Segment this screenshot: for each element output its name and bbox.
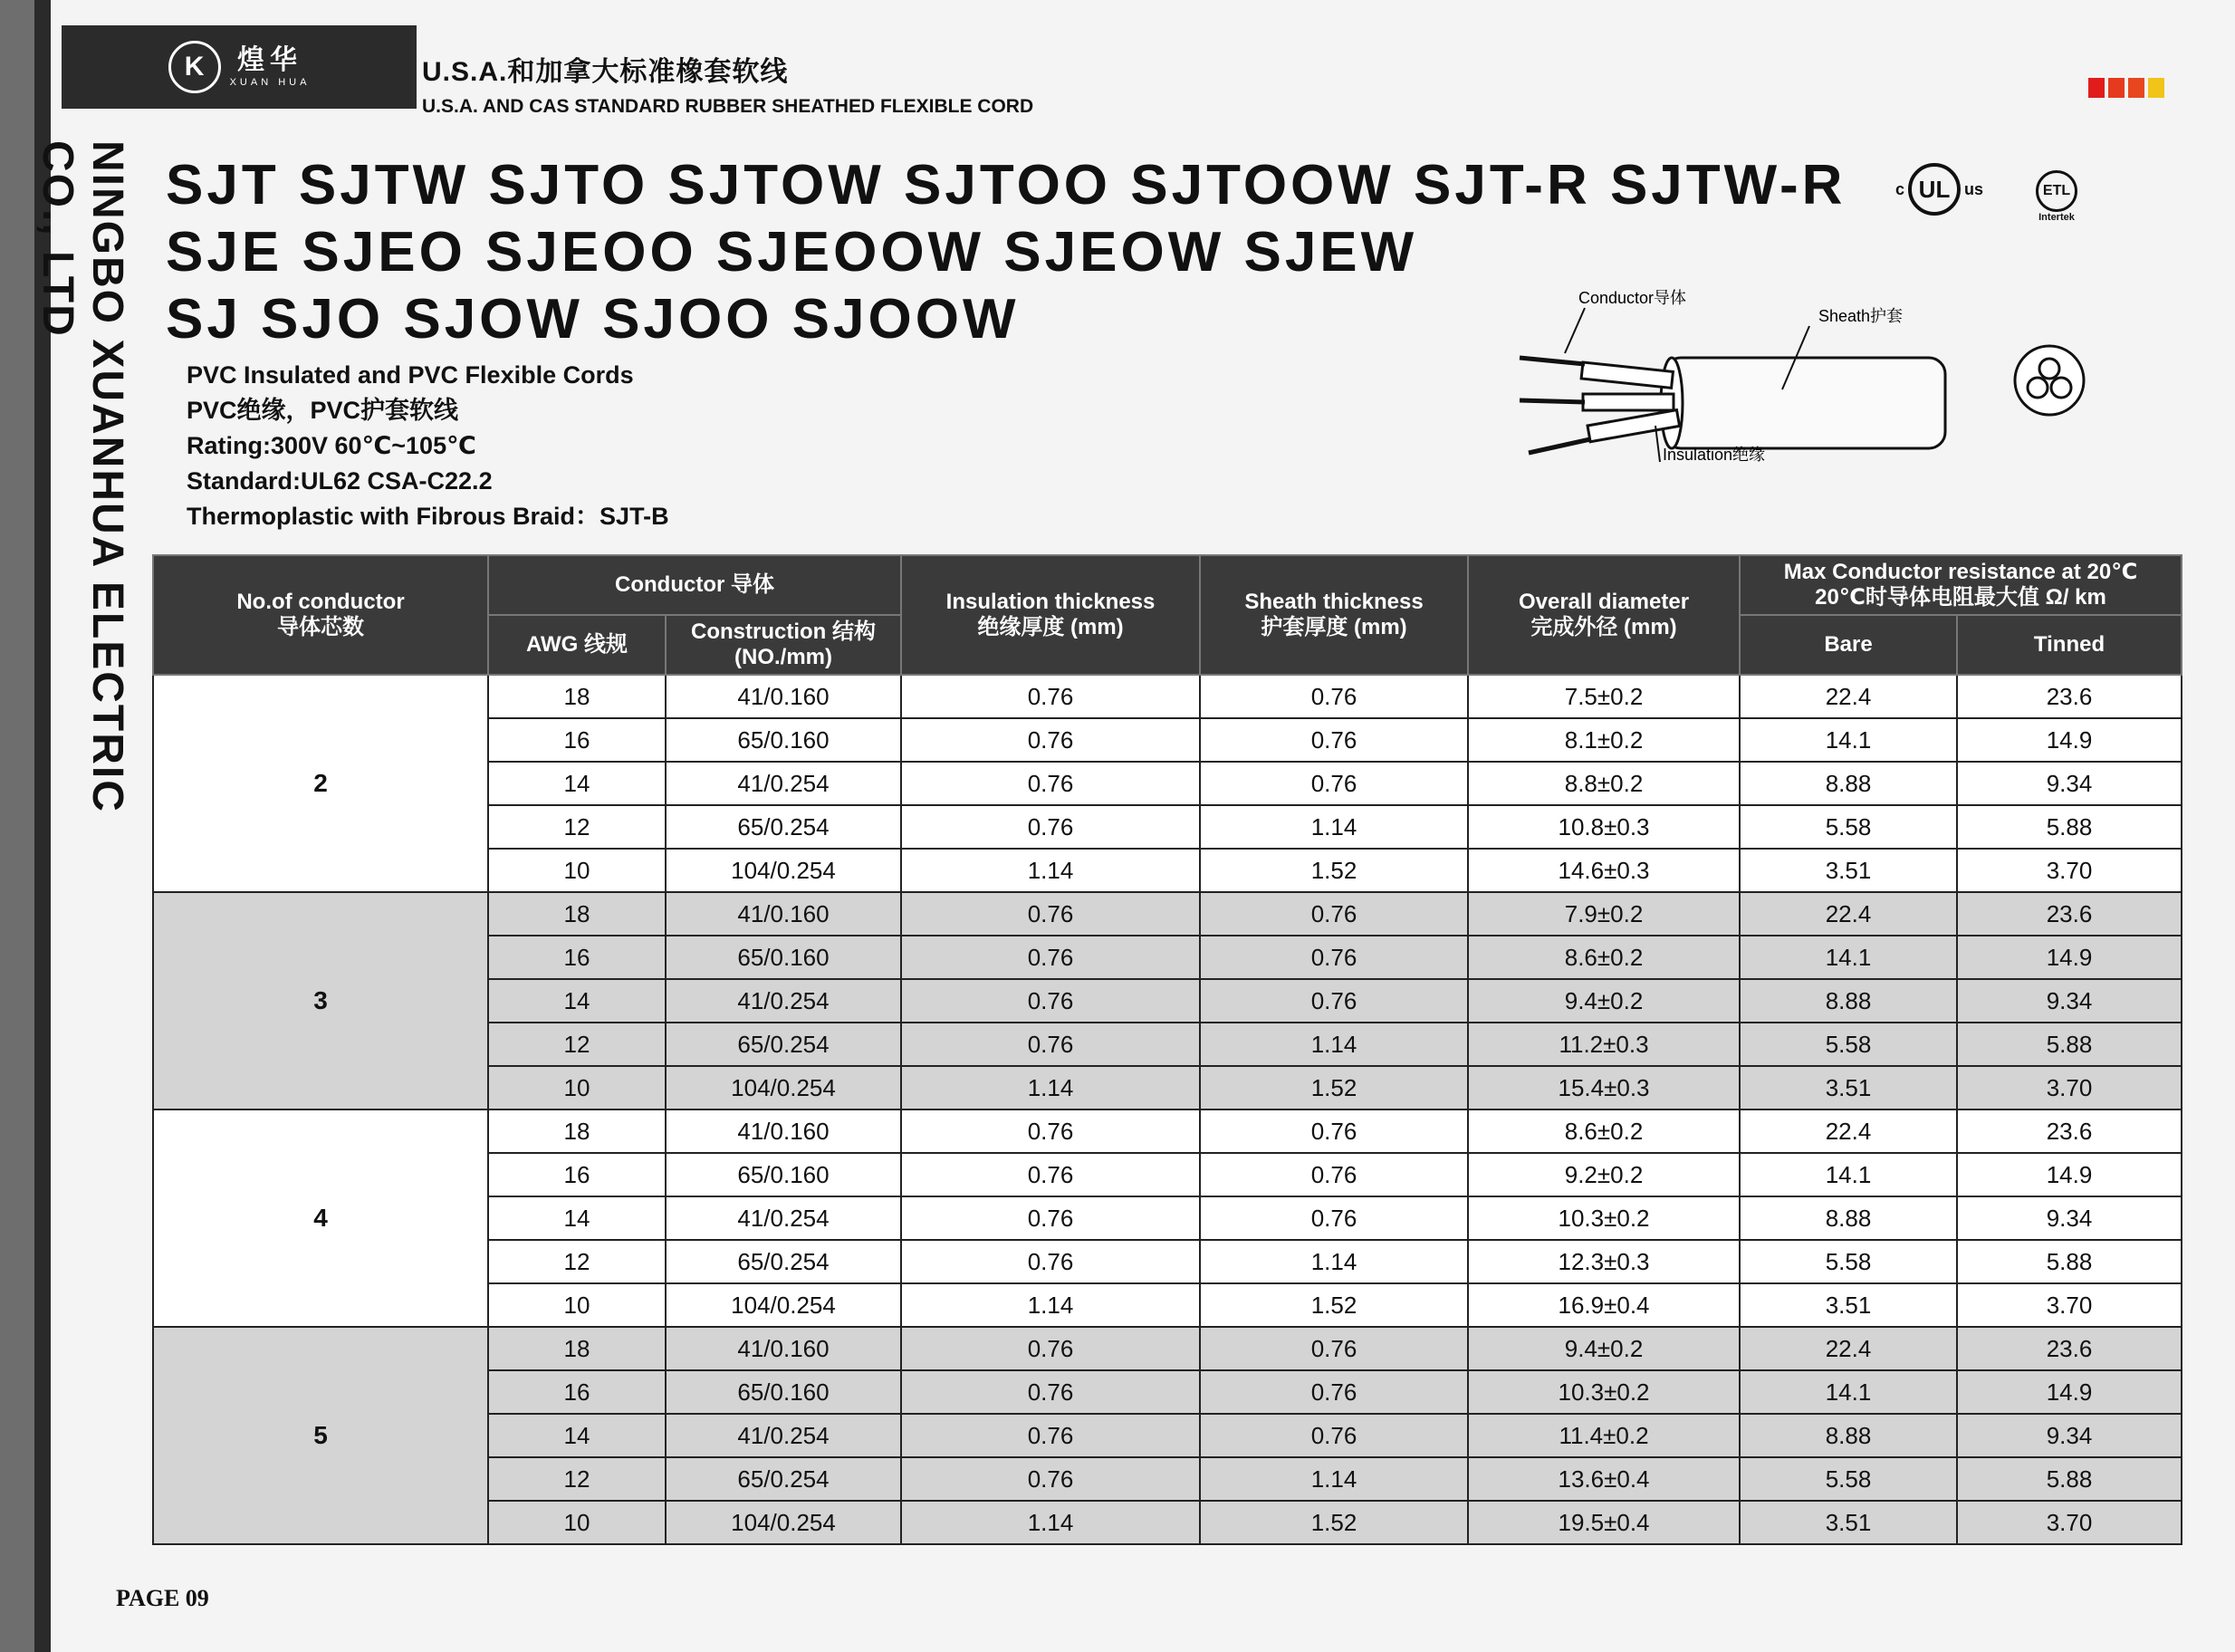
awg-cell: 18 <box>488 675 666 718</box>
header-no-conductor: No.of conductor 导体芯数 <box>153 555 488 675</box>
construction-cell: 65/0.160 <box>666 718 901 762</box>
cable-illustration <box>1520 308 1945 462</box>
tinned-resistance-cell: 23.6 <box>1957 892 2182 936</box>
construction-cell: 41/0.254 <box>666 762 901 805</box>
awg-cell: 18 <box>488 1109 666 1153</box>
sheath-cell: 0.76 <box>1200 1196 1468 1240</box>
header-awg: AWG 线规 <box>488 615 666 675</box>
insulation-cell: 0.76 <box>901 1023 1200 1066</box>
bare-resistance-cell: 5.58 <box>1740 1457 1957 1501</box>
bare-resistance-cell: 22.4 <box>1740 1109 1957 1153</box>
table-row <box>153 675 2182 718</box>
tinned-resistance-cell: 5.88 <box>1957 1023 2182 1066</box>
overall-diameter-cell: 8.6±0.2 <box>1468 936 1740 979</box>
spec-list <box>187 358 669 534</box>
insulation-cell: 1.14 <box>901 1066 1200 1109</box>
awg-cell: 10 <box>488 1066 666 1109</box>
logo-cn-text: 煌华 <box>237 44 302 75</box>
awg-cell: 12 <box>488 1457 666 1501</box>
header-logo-bar <box>62 25 417 109</box>
awg-cell: 18 <box>488 892 666 936</box>
overall-diameter-cell: 8.1±0.2 <box>1468 718 1740 762</box>
insulation-cell: 0.76 <box>901 1327 1200 1370</box>
conductor-count-cell: 5 <box>153 1327 488 1544</box>
insulation-cell: 0.76 <box>901 979 1200 1023</box>
construction-cell: 104/0.254 <box>666 1283 901 1327</box>
overall-diameter-cell: 13.6±0.4 <box>1468 1457 1740 1501</box>
overall-diameter-cell: 7.9±0.2 <box>1468 892 1740 936</box>
construction-cell: 104/0.254 <box>666 1066 901 1109</box>
table-header <box>153 555 2182 675</box>
sheath-cell: 0.76 <box>1200 979 1468 1023</box>
spec-line: PVC Insulated and PVC Flexible Cords <box>187 361 634 389</box>
awg-cell: 10 <box>488 1501 666 1544</box>
spec-line: Rating:300V 60℃~105℃ <box>187 432 476 459</box>
bare-resistance-cell: 3.51 <box>1740 1501 1957 1544</box>
sheath-cell: 0.76 <box>1200 675 1468 718</box>
overall-diameter-cell: 10.8±0.3 <box>1468 805 1740 849</box>
sheath-cell: 0.76 <box>1200 1370 1468 1414</box>
construction-cell: 65/0.254 <box>666 1457 901 1501</box>
bare-resistance-cell: 22.4 <box>1740 892 1957 936</box>
bare-resistance-cell: 14.1 <box>1740 936 1957 979</box>
insulation-cell: 0.76 <box>901 1457 1200 1501</box>
insulation-cell: 0.76 <box>901 718 1200 762</box>
tinned-resistance-cell: 5.88 <box>1957 805 2182 849</box>
overall-diameter-cell: 11.4±0.2 <box>1468 1414 1740 1457</box>
insulation-cell: 1.14 <box>901 1501 1200 1544</box>
construction-cell: 41/0.160 <box>666 675 901 718</box>
sheath-cell: 0.76 <box>1200 1109 1468 1153</box>
bare-resistance-cell: 8.88 <box>1740 1414 1957 1457</box>
tinned-resistance-cell: 9.34 <box>1957 1414 2182 1457</box>
model-line: SJ SJO SJOW SJOO SJOOW <box>166 288 1020 351</box>
bare-resistance-cell: 8.88 <box>1740 762 1957 805</box>
header-resistance: Max Conductor resistance at 20℃ 20℃时导体电阻最大值 Ω/ km <box>1740 555 2182 615</box>
catalog-page <box>34 0 2235 1652</box>
sheath-cell: 0.76 <box>1200 1327 1468 1370</box>
page-title-en: U.S.A. AND CAS STANDARD RUBBER SHEATHED FLEXIBLE CORD <box>422 96 1034 117</box>
tinned-resistance-cell: 3.70 <box>1957 849 2182 892</box>
sheath-cell: 1.14 <box>1200 1240 1468 1283</box>
sheath-cell: 1.52 <box>1200 1066 1468 1109</box>
overall-diameter-cell: 9.2±0.2 <box>1468 1153 1740 1196</box>
overall-diameter-cell: 11.2±0.3 <box>1468 1023 1740 1066</box>
awg-cell: 16 <box>488 718 666 762</box>
construction-cell: 65/0.160 <box>666 1370 901 1414</box>
table-row <box>153 1327 2182 1370</box>
awg-cell: 14 <box>488 1196 666 1240</box>
table-row <box>153 892 2182 936</box>
construction-cell: 41/0.160 <box>666 1327 901 1370</box>
insulation-cell: 0.76 <box>901 1414 1200 1457</box>
accent-square <box>2088 78 2105 98</box>
construction-cell: 65/0.254 <box>666 1240 901 1283</box>
insulation-cell: 0.76 <box>901 675 1200 718</box>
tinned-resistance-cell: 23.6 <box>1957 1109 2182 1153</box>
construction-cell: 41/0.160 <box>666 892 901 936</box>
overall-diameter-cell: 8.6±0.2 <box>1468 1109 1740 1153</box>
conductor-count-cell: 4 <box>153 1109 488 1327</box>
construction-cell: 41/0.160 <box>666 1109 901 1153</box>
diagram-label-conductor: Conductor导体 <box>1578 289 1687 307</box>
tinned-resistance-cell: 5.88 <box>1957 1457 2182 1501</box>
spec-line: Thermoplastic with Fibrous Braid：SJT-B <box>187 503 669 530</box>
awg-cell: 14 <box>488 979 666 1023</box>
accent-squares <box>2088 78 2164 98</box>
construction-cell: 65/0.160 <box>666 936 901 979</box>
sheath-cell: 1.14 <box>1200 805 1468 849</box>
awg-cell: 16 <box>488 1370 666 1414</box>
overall-diameter-cell: 19.5±0.4 <box>1468 1501 1740 1544</box>
bare-resistance-cell: 5.58 <box>1740 1240 1957 1283</box>
insulation-cell: 0.76 <box>901 805 1200 849</box>
bare-resistance-cell: 14.1 <box>1740 718 1957 762</box>
awg-cell: 18 <box>488 1327 666 1370</box>
tinned-resistance-cell: 14.9 <box>1957 936 2182 979</box>
model-line: SJE SJEO SJEOO SJEOOW SJEOW SJEW <box>166 221 1418 283</box>
tinned-resistance-cell: 3.70 <box>1957 1066 2182 1109</box>
header-insulation: Insulation thickness 绝缘厚度 (mm) <box>901 555 1200 675</box>
sheath-cell: 0.76 <box>1200 1414 1468 1457</box>
cable-diagram <box>1511 281 2090 480</box>
sheath-cell: 0.76 <box>1200 936 1468 979</box>
spec-line: Standard:UL62 CSA-C22.2 <box>187 467 493 495</box>
bare-resistance-cell: 3.51 <box>1740 849 1957 892</box>
overall-diameter-cell: 9.4±0.2 <box>1468 979 1740 1023</box>
header-bare: Bare <box>1740 615 1957 675</box>
diagram-label-sheath: Sheath护套 <box>1818 307 1904 325</box>
construction-cell: 65/0.160 <box>666 1153 901 1196</box>
header-sheath: Sheath thickness 护套厚度 (mm) <box>1200 555 1468 675</box>
sheath-cell: 1.52 <box>1200 849 1468 892</box>
construction-cell: 41/0.254 <box>666 1414 901 1457</box>
bare-resistance-cell: 8.88 <box>1740 979 1957 1023</box>
overall-diameter-cell: 9.4±0.2 <box>1468 1327 1740 1370</box>
tinned-resistance-cell: 3.70 <box>1957 1283 2182 1327</box>
table-row <box>153 1109 2182 1153</box>
bare-resistance-cell: 3.51 <box>1740 1066 1957 1109</box>
bare-resistance-cell: 8.88 <box>1740 1196 1957 1240</box>
insulation-cell: 0.76 <box>901 1196 1200 1240</box>
insulation-cell: 1.14 <box>901 1283 1200 1327</box>
logo-mark-icon: K <box>168 41 221 93</box>
accent-square <box>2108 78 2125 98</box>
bare-resistance-cell: 22.4 <box>1740 675 1957 718</box>
awg-cell: 14 <box>488 762 666 805</box>
sheath-cell: 0.76 <box>1200 762 1468 805</box>
tinned-resistance-cell: 9.34 <box>1957 979 2182 1023</box>
bare-resistance-cell: 3.51 <box>1740 1283 1957 1327</box>
cord-spec-table <box>152 554 2182 1545</box>
insulation-cell: 0.76 <box>901 1109 1200 1153</box>
insulation-cell: 0.76 <box>901 936 1200 979</box>
tinned-resistance-cell: 14.9 <box>1957 718 2182 762</box>
insulation-cell: 0.76 <box>901 1370 1200 1414</box>
insulation-cell: 0.76 <box>901 1240 1200 1283</box>
header-overall-diameter: Overall diameter 完成外径 (mm) <box>1468 555 1740 675</box>
ul-certification-icon: c UL us <box>1895 163 1983 216</box>
insulation-cell: 1.14 <box>901 849 1200 892</box>
table-body <box>153 675 2182 1544</box>
sheath-cell: 1.52 <box>1200 1501 1468 1544</box>
header-construction: Construction 结构 (NO./mm) <box>666 615 901 675</box>
bare-resistance-cell: 5.58 <box>1740 1023 1957 1066</box>
bare-resistance-cell: 22.4 <box>1740 1327 1957 1370</box>
construction-cell: 41/0.254 <box>666 1196 901 1240</box>
tinned-resistance-cell: 9.34 <box>1957 762 2182 805</box>
construction-cell: 65/0.254 <box>666 1023 901 1066</box>
company-name-vertical: NINGBO XUANHUA ELECTRIC CO., LTD <box>34 140 131 813</box>
accent-square <box>2148 78 2164 98</box>
bare-resistance-cell: 5.58 <box>1740 805 1957 849</box>
insulation-cell: 0.76 <box>901 1153 1200 1196</box>
tinned-resistance-cell: 5.88 <box>1957 1240 2182 1283</box>
spec-line: PVC绝缘，PVC护套软线 <box>187 397 459 424</box>
sheath-cell: 1.14 <box>1200 1023 1468 1066</box>
tinned-resistance-cell: 3.70 <box>1957 1501 2182 1544</box>
diagram-label-insulation: Insulation绝缘 <box>1663 446 1766 464</box>
tinned-resistance-cell: 23.6 <box>1957 675 2182 718</box>
overall-diameter-cell: 7.5±0.2 <box>1468 675 1740 718</box>
awg-cell: 12 <box>488 805 666 849</box>
awg-cell: 16 <box>488 936 666 979</box>
overall-diameter-cell: 16.9±0.4 <box>1468 1283 1740 1327</box>
awg-cell: 10 <box>488 1283 666 1327</box>
model-line: SJT SJTW SJTO SJTOW SJTOO SJTOOW SJT-R SJTW-R <box>166 154 1847 216</box>
insulation-cell: 0.76 <box>901 892 1200 936</box>
page-title <box>422 49 1033 118</box>
conductor-count-cell: 3 <box>153 892 488 1109</box>
page-number: PAGE 09 <box>116 1585 209 1611</box>
tinned-resistance-cell: 23.6 <box>1957 1327 2182 1370</box>
cable-cross-section-icon <box>2015 346 2084 415</box>
conductor-count-cell: 2 <box>153 675 488 892</box>
accent-square <box>2128 78 2144 98</box>
logo-en-text: XUAN HUA <box>229 76 311 88</box>
sheath-cell: 1.14 <box>1200 1457 1468 1501</box>
awg-cell: 12 <box>488 1023 666 1066</box>
awg-cell: 14 <box>488 1414 666 1457</box>
construction-cell: 104/0.254 <box>666 1501 901 1544</box>
construction-cell: 41/0.254 <box>666 979 901 1023</box>
tinned-resistance-cell: 14.9 <box>1957 1370 2182 1414</box>
sheath-cell: 0.76 <box>1200 892 1468 936</box>
awg-cell: 16 <box>488 1153 666 1196</box>
etl-certification-icon: ETL Intertek <box>2036 170 2077 223</box>
overall-diameter-cell: 14.6±0.3 <box>1468 849 1740 892</box>
page-title-cn: U.S.A.和加拿大标准橡套软线 <box>422 57 789 87</box>
header-conductor: Conductor 导体 <box>488 555 901 615</box>
awg-cell: 12 <box>488 1240 666 1283</box>
bare-resistance-cell: 14.1 <box>1740 1370 1957 1414</box>
header-tinned: Tinned <box>1957 615 2182 675</box>
tinned-resistance-cell: 14.9 <box>1957 1153 2182 1196</box>
awg-cell: 10 <box>488 849 666 892</box>
overall-diameter-cell: 8.8±0.2 <box>1468 762 1740 805</box>
construction-cell: 104/0.254 <box>666 849 901 892</box>
bare-resistance-cell: 14.1 <box>1740 1153 1957 1196</box>
overall-diameter-cell: 10.3±0.2 <box>1468 1370 1740 1414</box>
insulation-cell: 0.76 <box>901 762 1200 805</box>
overall-diameter-cell: 12.3±0.3 <box>1468 1240 1740 1283</box>
sheath-cell: 0.76 <box>1200 1153 1468 1196</box>
tinned-resistance-cell: 9.34 <box>1957 1196 2182 1240</box>
company-logo <box>168 41 311 93</box>
construction-cell: 65/0.254 <box>666 805 901 849</box>
sheath-cell: 1.52 <box>1200 1283 1468 1327</box>
overall-diameter-cell: 10.3±0.2 <box>1468 1196 1740 1240</box>
overall-diameter-cell: 15.4±0.3 <box>1468 1066 1740 1109</box>
sheath-cell: 0.76 <box>1200 718 1468 762</box>
